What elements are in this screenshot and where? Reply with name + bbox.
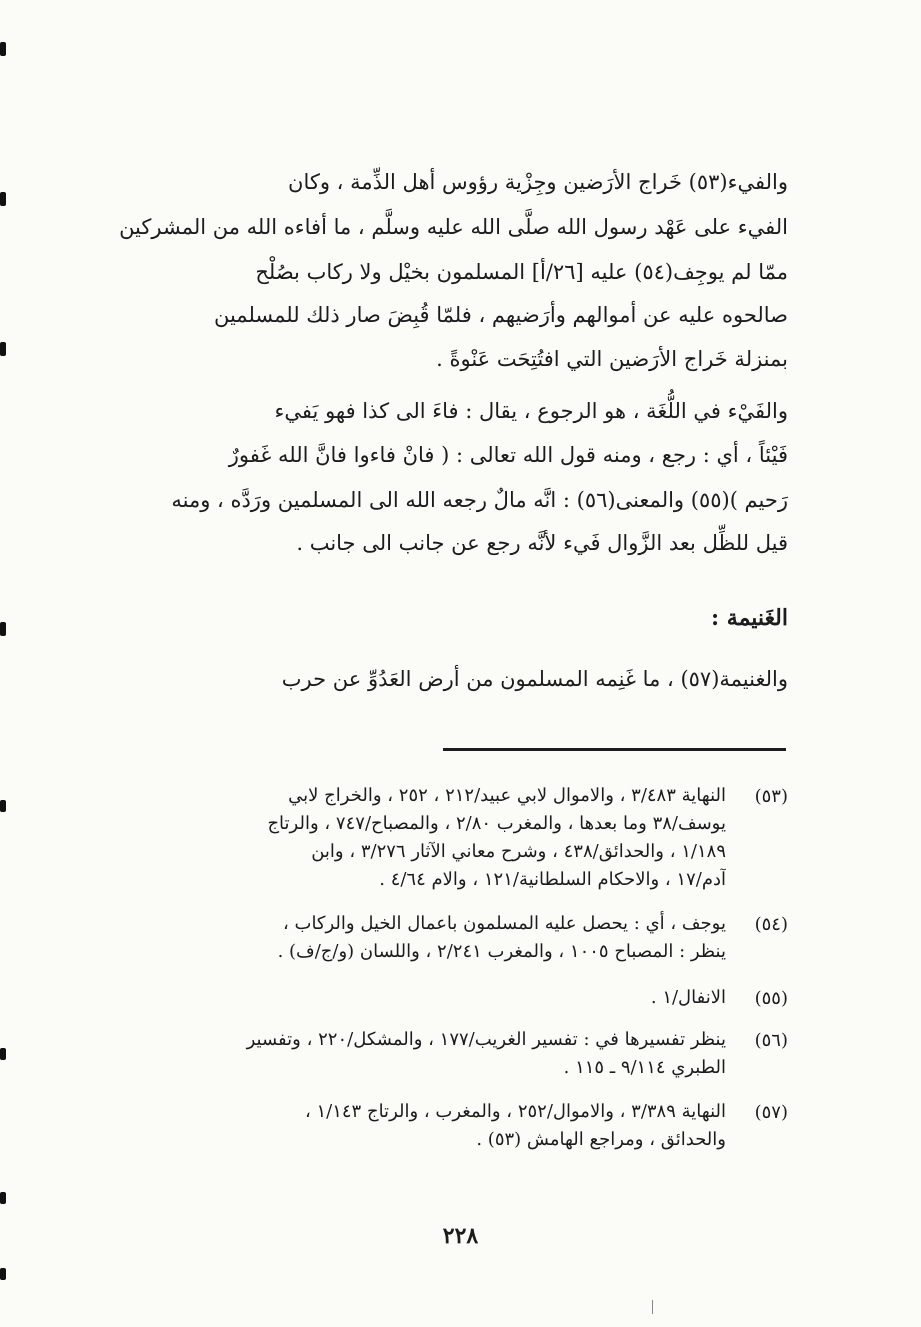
footnote-number: (٥٧) xyxy=(754,1102,788,1123)
section-paragraph: والغنيمة(٥٧) ، ما غَنِمه المسلمون من أرض العَدُوِّ عن حرب xyxy=(281,667,788,691)
footnote-number: (٥٦) xyxy=(754,1030,788,1051)
footnote-line: يوسف/٣٨ وما بعدها ، والمغرب ٢/٨٠ ، والمصباح/٧٤٧ ، والرتاج xyxy=(267,813,726,834)
page-number: ٢٢٨ xyxy=(442,1223,479,1249)
body-line: صالحوه عليه عن أموالهم وأرَضيهم ، فلمّا قُبِضَ صار ذلك للمسلمين xyxy=(213,303,788,327)
scan-mark xyxy=(0,800,6,812)
footnote-line: يوجف ، أي : يحصل عليه المسلمون باعمال الخيل والركاب ، xyxy=(282,913,726,934)
scan-mark xyxy=(0,342,6,356)
body-line: فَيْئاً ، أي : رجع ، ومنه قول الله تعالى : ( فانْ فاءوا فانَّ الله غَفورٌ xyxy=(228,443,788,467)
footnote-line: الانفال/١ . xyxy=(650,987,726,1008)
body-line: الفيء على عَهْد رسول الله صلَّى الله عليه وسلَّم ، ما أفاءه الله من المشركين xyxy=(119,215,788,239)
footnote-text xyxy=(136,984,726,1012)
section-heading: الغَنيمة : xyxy=(711,605,788,631)
scan-mark xyxy=(0,192,6,206)
footnote-line: والحدائق ، ومراجع الهامش (٥٣) . xyxy=(476,1129,726,1150)
footnote-text xyxy=(136,910,726,966)
scan-mark xyxy=(0,1192,6,1204)
footnote-line: النهاية ٣/٤٨٣ ، والاموال لابي عبيد/٢١٢ ، ٢٥٢ ، والخراج لابي xyxy=(288,785,726,806)
footnote-line: النهاية ٣/٣٨٩ ، والاموال/٢٥٢ ، والمغرب ، والرتاج ١/١٤٣ ، xyxy=(304,1101,726,1122)
footnote-line: آدم/١٧ ، والاحكام السلطانية/١٢١ ، والام ٤/٦٤ . xyxy=(379,869,726,890)
footnote-text xyxy=(136,782,726,894)
footnote-number: (٥٤) xyxy=(754,914,788,935)
scan-mark xyxy=(0,1268,6,1280)
footnote-text xyxy=(136,1098,726,1154)
footnote-number: (٥٥) xyxy=(754,988,788,1009)
body-line: بمنزلة خَراج الأرَضين التي افتُتِحَت عَنْوةً . xyxy=(436,347,788,371)
scan-mark xyxy=(0,1048,6,1060)
scan-mark xyxy=(0,42,6,56)
scan-mark xyxy=(652,1300,653,1314)
footnote-line: ينظر تفسيرها في : تفسير الغريب/١٧٧ ، والمشكل/٢٢٠ ، وتفسير xyxy=(246,1029,726,1050)
footnote-line: ١/١٨٩ ، والحدائق/٤٣٨ ، وشرح معاني الآثار ٣/٢٧٦ ، وابن xyxy=(311,841,726,862)
footnote-separator xyxy=(443,748,786,751)
body-line: ممّا لم يوجِف(٥٤) عليه [٢٦/أ] المسلمون بخيْل ولا ركاب بصُلْح xyxy=(255,260,788,284)
body-line: والفَيْء في اللُّغَة ، هو الرجوع ، يقال : فاءَ الى كذا فهو يَفيء xyxy=(274,399,788,423)
footnote-number: (٥٣) xyxy=(754,786,788,807)
scan-mark xyxy=(0,622,6,636)
body-line: والفيء(٥٣) خَراج الأرَضين وجِزْية رؤوس أهل الذِّمة ، وكان xyxy=(288,170,788,194)
body-line: قيل للظِّل بعد الزَّوال فَيء لأنَّه رجع عن جانب الى جانب . xyxy=(296,531,788,555)
footnote-line: الطبري ٩/١١٤ ـ ١١٥ . xyxy=(563,1057,726,1078)
footnote-text xyxy=(136,1026,726,1082)
body-line: رَحيم )(٥٥) والمعنى(٥٦) : انَّه مالٌ رجعه الله الى المسلمين ورَدَّه ، ومنه xyxy=(171,488,788,512)
footnote-line: ينظر : المصباح ١٠٠٥ ، والمغرب ٢/٢٤١ ، واللسان (و/ج/ف) . xyxy=(277,941,726,962)
